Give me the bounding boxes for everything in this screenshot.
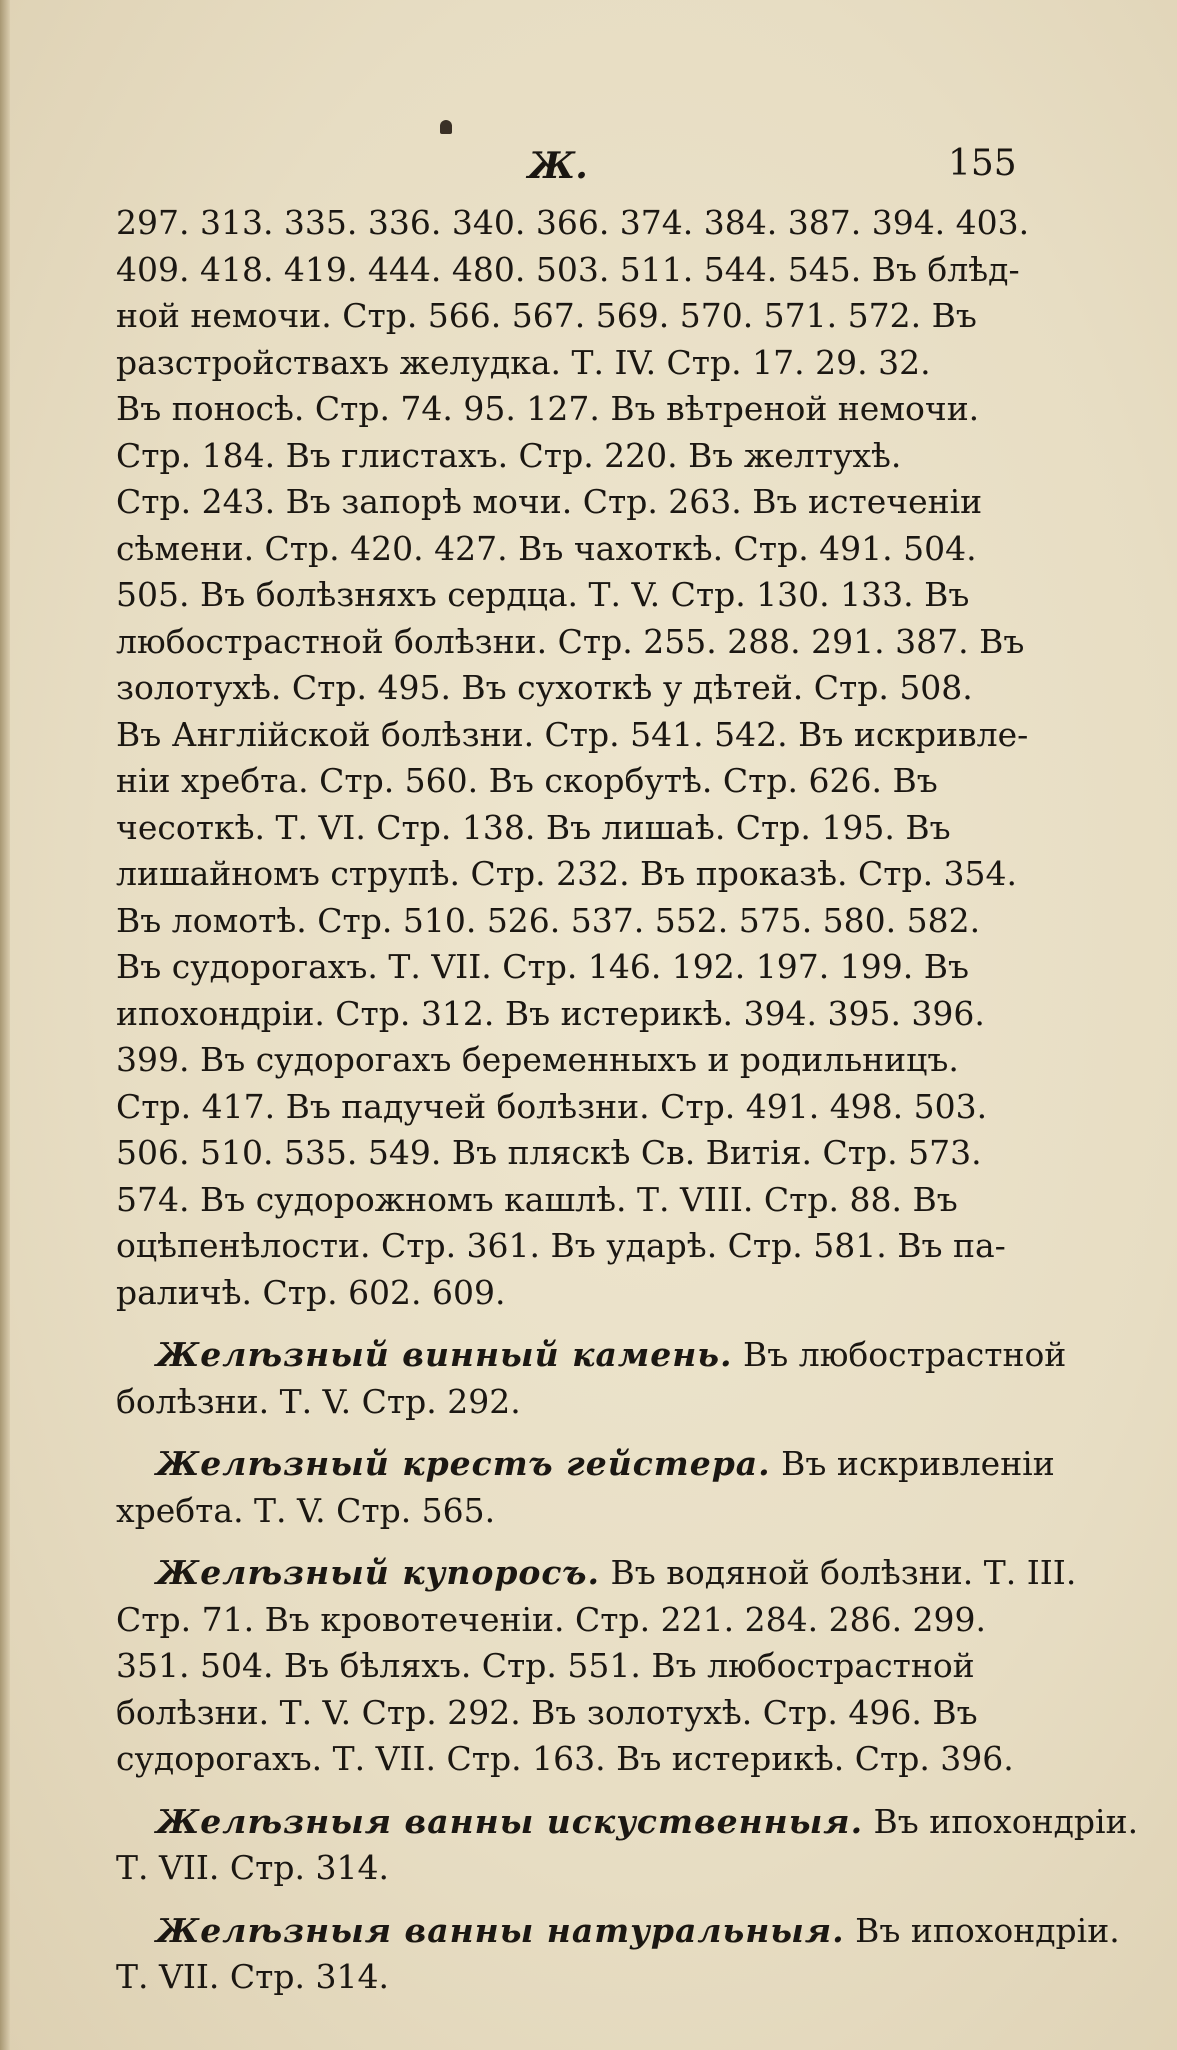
text-line: золотухѣ. Стр. 495. Въ сухоткѣ у дѣтей. Стр. 508.: [116, 668, 973, 707]
index-entry: [116, 1332, 1067, 1425]
text-line: Т. VII. Стр. 314.: [116, 1957, 389, 1996]
index-text: [116, 200, 1139, 2001]
text-line: Стр. 71. Въ кровотеченіи. Стр. 221. 284. 286. 299.: [116, 1599, 987, 1639]
entry-text: Въ водяной болѣзни. Т. III.: [600, 1553, 1077, 1592]
text-line: Стр. 417. Въ падучей болѣзни. Стр. 491. 498. 503.: [116, 1086, 988, 1126]
text-line: ніи хребта. Стр. 560. Въ скорбутѣ. Стр. 626. Въ: [116, 761, 938, 800]
text-line: 399. Въ судорогахъ беременныхъ и родильницъ.: [116, 1040, 959, 1079]
index-entry: [116, 1799, 1139, 1892]
text-line: хребта. Т. V. Стр. 565.: [116, 1490, 496, 1530]
text-line: ипохондріи. Стр. 312. Въ истерикѣ. 394. 395. 396.: [116, 993, 985, 1033]
text-line: лишайномъ струпѣ. Стр. 232. Въ проказѣ. Стр. 354.: [116, 854, 1018, 893]
text-line: Т. VII. Стр. 314.: [116, 1848, 389, 1887]
text-line: 506. 510. 535. 549. Въ пляскѣ Св. Витія. Стр. 573.: [116, 1133, 982, 1172]
text-line: 409. 418. 419. 444. 480. 503. 511. 544. 545. Въ блѣд-: [116, 249, 1020, 289]
entry-term: Желѣзный винный камень.: [156, 1335, 733, 1374]
entry-text: Въ искривленіи: [770, 1444, 1055, 1483]
index-entry-continuation: [116, 200, 1030, 1316]
text-line: [116, 1550, 1077, 1597]
index-entry: [116, 1908, 1120, 2001]
index-entry: [116, 1550, 1077, 1783]
page-header: [0, 145, 1177, 195]
printer-mark: [440, 120, 452, 134]
text-line: разстройствахъ желудка. Т. IV. Стр. 17. 29. 32.: [116, 342, 931, 382]
text-line: [116, 1332, 1067, 1379]
text-line: [116, 1908, 1120, 1955]
entry-text: Въ ипохондріи.: [844, 1910, 1120, 1950]
text-line: сѣмени. Стр. 420. 427. Въ чахоткѣ. Стр. 491. 504.: [116, 528, 977, 568]
index-entry: [116, 1441, 1055, 1534]
text-line: 574. Въ судорожномъ кашлѣ. Т. VIII. Стр. 88. Въ: [116, 1179, 958, 1219]
text-line: болѣзни. Т. V. Стр. 292.: [116, 1381, 521, 1421]
section-letter: Ж.: [528, 145, 588, 187]
text-line: болѣзни. Т. V. Стр. 292. Въ золотухѣ. Стр. 496. Въ: [116, 1692, 978, 1732]
page-edge: [0, 0, 10, 2050]
text-line: любострастной болѣзни. Стр. 255. 288. 291. 387. Въ: [116, 621, 1025, 661]
entry-text: Въ ипохондріи.: [863, 1801, 1139, 1841]
text-line: чесоткѣ. Т. VI. Стр. 138. Въ лишаѣ. Стр. 195. Въ: [116, 807, 951, 847]
text-line: оцѣпенѣлости. Стр. 361. Въ ударѣ. Стр. 581. Въ па-: [116, 1226, 1006, 1265]
text-line: Въ судорогахъ. Т. VII. Стр. 146. 192. 197. 199. Въ: [116, 947, 969, 986]
text-line: Въ ломотѣ. Стр. 510. 526. 537. 552. 575. 580. 582.: [116, 900, 981, 940]
entry-term: Желѣзныя ванны натуральныя.: [156, 1910, 845, 1950]
entry-text: Въ любострастной: [732, 1335, 1067, 1374]
text-line: Стр. 243. Въ запорѣ мочи. Стр. 263. Въ истеченіи: [116, 482, 983, 521]
text-line: Стр. 184. Въ глистахъ. Стр. 220. Въ желтухѣ.: [116, 435, 902, 475]
entry-term: Желѣзныя ванны искуственныя.: [156, 1801, 864, 1841]
entry-term: Желѣзный крестъ гейстера.: [156, 1444, 771, 1483]
text-line: [116, 1799, 1139, 1846]
text-line: [116, 1441, 1055, 1488]
text-line: раличѣ. Стр. 602. 609.: [116, 1272, 506, 1312]
text-line: Въ поносѣ. Стр. 74. 95. 127. Въ вѣтреной немочи.: [116, 389, 980, 428]
text-line: Въ Англійской болѣзни. Стр. 541. 542. Въ искривле-: [116, 714, 1029, 754]
entry-term: Желѣзный купоросъ.: [156, 1553, 601, 1592]
text-line: судорогахъ. Т. VII. Стр. 163. Въ истерикѣ. Стр. 396.: [116, 1739, 1014, 1778]
text-line: 351. 504. Въ бѣляхъ. Стр. 551. Въ любострастной: [116, 1646, 975, 1685]
text-line: 297. 313. 335. 336. 340. 366. 374. 384. 387. 394. 403.: [116, 203, 1030, 242]
page-number: 155: [948, 143, 1017, 184]
text-line: ной немочи. Стр. 566. 567. 569. 570. 571. 572. Въ: [116, 296, 977, 335]
text-line: 505. Въ болѣзняхъ сердца. Т. V. Стр. 130. 133. Въ: [116, 575, 970, 614]
